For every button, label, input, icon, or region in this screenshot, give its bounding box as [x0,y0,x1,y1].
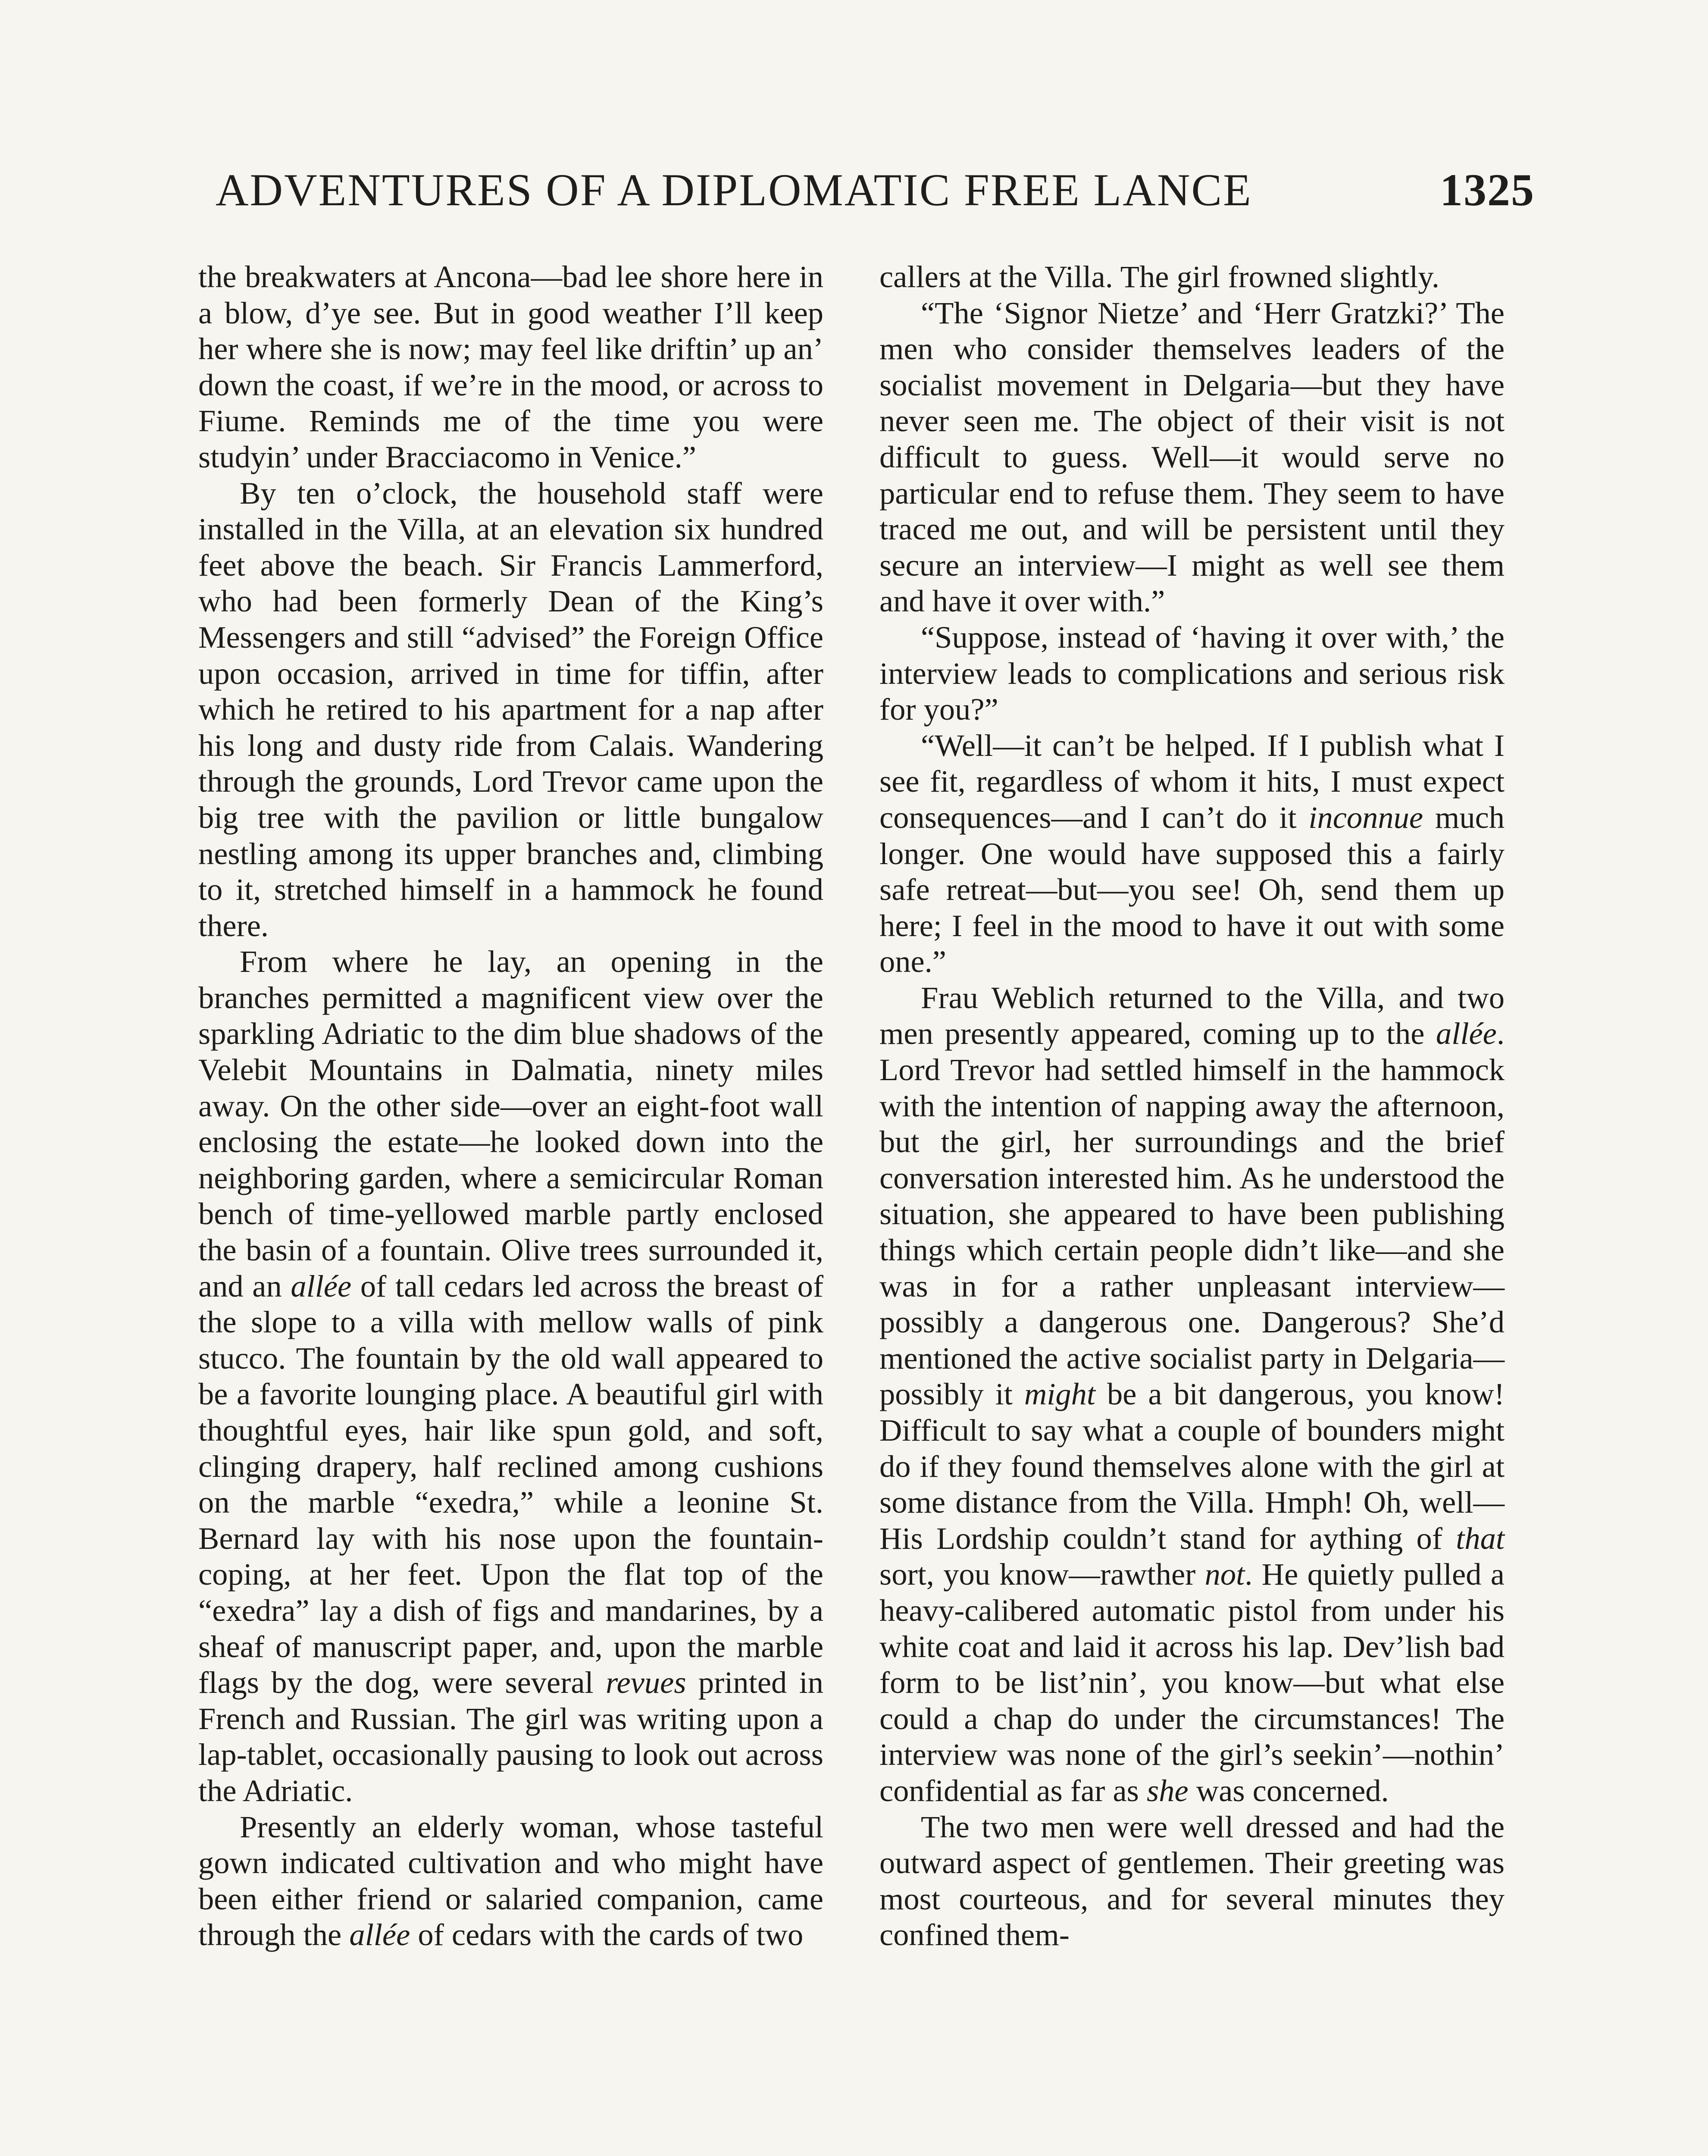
paragraph: The two men were well dressed and had the outward aspect of gentlemen. Their greeting was most courteous, and for several minutes they confined them- [879,1809,1505,1952]
paragraph: callers at the Villa. The girl frowned slightly. [879,259,1439,294]
paragraph: “The ‘Signor Nietze’ and ‘Herr Gratzki?’ The men who consider themselves leaders of the socialist movement in Delgaria—but they have never seen me. The object of their visit is not difficult to guess. Well—it would serve no particular end to refuse them. They seem to have traced me out, and will be persistent until they secure an interview—I might as well see them and have it over with.” [879,295,1505,619]
paragraph: “Suppose, instead of ‘having it over with,’ the interview leads to complications and serious risk for you?” [879,619,1505,727]
paragraph: Presently an elderly woman, whose tasteful gown indicated cultivation and who might have been either friend or salaried companion, came through the allée of cedars with the cards of two [198,1809,823,1952]
paragraph: From where he lay, an opening in the branches permitted a magnificent view over the sparkling Adriatic to the dim blue shadows of the Velebit Mountains in Dalmatia, ninety miles away. On the other side—over an eight-foot wall enclosing the estate—he looked down into the neighboring garden, where a semicircular Roman bench of time-yellowed marble partly enclosed the basin of a fountain. Olive trees surrounded it, and an allée of tall cedars led across the breast of the slope to a villa with mellow walls of pink stucco. The fountain by the old wall appeared to be a favorite lounging place. A beautiful girl with thoughtful eyes, hair like spun gold, and soft, clinging drapery, half reclined among cushions on the marble “exedra,” while a leonine St. Bernard lay with his nose upon the fountain-coping, at her feet. Upon the flat top of the “exedra” lay a dish of figs and mandarines, by a sheaf of manuscript paper, and, upon the marble flags by the dog, were several revues printed in French and Russian. The girl was writing upon a lap-tablet, occasionally pausing to look out across the Adriatic. [198,944,823,1808]
page-number: 1325 [1440,165,1535,215]
right-column [879,259,1505,1953]
paragraph: By ten o’clock, the household staff were installed in the Villa, at an elevation six hundred feet above the beach. Sir Francis Lammerford, who had been formerly Dean of the King’s Messengers and still “advised” the Foreign Office upon occasion, arrived in time for tiffin, after which he retired to his apartment for a nap after his long and dusty ride from Calais. Wandering through the grounds, Lord Trevor came upon the big tree with the pavilion or little bungalow nestling among its upper branches and, climbing to it, stretched himself in a hammock he found there. [198,475,823,943]
italic-word: allée [291,1268,352,1304]
italic-word: revues [606,1665,686,1700]
paragraph: “Well—it can’t be helped. If I publish what I see fit, regardless of whom it hits, I must expect consequences—and I can’t do it inconnue much longer. One would have supposed this a fairly safe retreat—but—you see! Oh, send them up here; I feel in the mood to have it out with some one.” [879,727,1505,979]
paragraph: the breakwaters at Ancona—bad lee shore here in a blow, d’ye see. But in good weather I’ll keep her where she is now; may feel like driftin’ up an’ down the coast, if we’re in the mood, or across to Fiume. Reminds me of the time you were studyin’ under Bracciacomo in Venice.” [198,259,823,474]
italic-word: not [1204,1557,1245,1592]
left-column [198,259,823,1953]
italic-word: that [1456,1520,1505,1556]
italic-word: allée [1436,1016,1497,1051]
italic-word: inconnue [1308,799,1423,835]
running-header [216,164,1535,216]
italic-word: she [1147,1773,1189,1808]
italic-word: allée [349,1917,410,1952]
italic-word: might [1024,1376,1096,1412]
paragraph: Frau Weblich returned to the Villa, and two men presently appeared, coming up to the allée. Lord Trevor had settled himself in the hammock with the intention of napping away the afternoon, but the girl, her surroundings and the brief conversation interested him. As he understood the situation, she appeared to have been publishing things which certain people didn’t like—and she was in for a rather unpleasant interview—possibly a dangerous one. Dangerous? She’d mentioned the active socialist party in Delgaria—possibly it might be a bit dangerous, you know! Difficult to say what a couple of bounders might do if they found themselves alone with the girl at some distance from the Villa. Hmph! Oh, well—His Lordship couldn’t stand for aything of that sort, you know—rawther not. He quietly pulled a heavy-calibered automatic pistol from under his white coat and laid it across his lap. Dev’lish bad form to be list’nin’, you know—but what else could a chap do under the circumstances! The interview was none of the girl’s seekin’—nothin’ confidential as far as she was concerned. [879,980,1505,1808]
page-title: ADVENTURES OF A DIPLOMATIC FREE LANCE [216,165,1252,215]
